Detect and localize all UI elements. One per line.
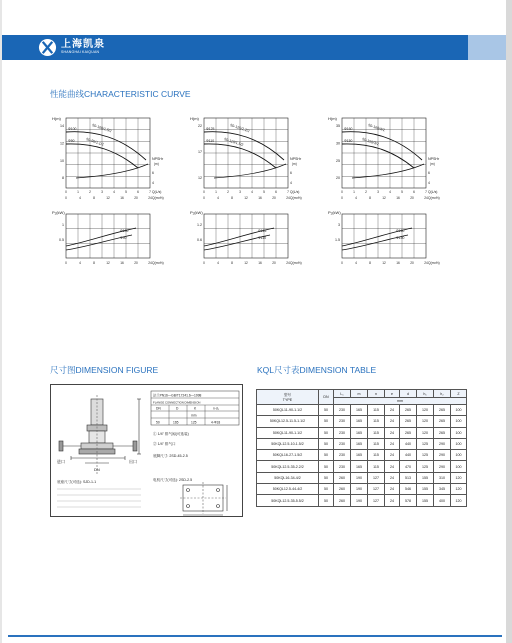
flange-unit: mm xyxy=(191,413,197,418)
power-label: Φ160 xyxy=(396,229,405,233)
flow-m3h-tick: 4 xyxy=(79,261,81,265)
table-header-col: h₁ xyxy=(417,390,434,398)
flow-m3h-tick: 24 xyxy=(148,196,152,200)
npsh-axis-unit: (m) xyxy=(292,162,297,166)
table-cell: 24 xyxy=(385,416,400,427)
dimension-table-body xyxy=(257,405,467,507)
flow-m3h-tick: 4 xyxy=(217,196,219,200)
impeller-label: Φ100 xyxy=(68,127,77,131)
flow-ls-tick: 7 xyxy=(149,190,151,194)
npsh-axis-label: NPSHr xyxy=(152,157,164,161)
table-row xyxy=(257,427,467,438)
table-cell: 230 xyxy=(334,416,351,427)
dn-label: DN xyxy=(94,467,100,472)
flange-caption: FLANGE CONNECTION DIMENSION xyxy=(153,400,201,405)
table-cell-model: 50KQL16-27-1.5/2 xyxy=(257,450,319,461)
flow-m3h-unit: Q(m³/h) xyxy=(428,196,440,200)
power-axis-label: P₂(kW) xyxy=(190,210,203,215)
footer-line xyxy=(8,635,502,637)
flow-m3h-tick: 20 xyxy=(134,196,138,200)
npsh-tick: 6 xyxy=(152,171,154,175)
curve-chart-1 xyxy=(52,116,164,265)
dimension-section-title: 尺寸图DIMENSION FIGURE xyxy=(50,365,159,375)
flow-m3h-tick: 24 xyxy=(148,261,152,265)
head-tick: 17 xyxy=(198,150,202,155)
flow-m3h-tick: 12 xyxy=(382,261,386,265)
power-tick: 1.2 xyxy=(197,223,202,227)
table-cell: 190 xyxy=(351,484,368,495)
table-cell: 50 xyxy=(319,461,334,472)
table-header-col: n xyxy=(368,390,385,398)
head-tick: 8 xyxy=(62,176,64,181)
impeller-label: Φ125 xyxy=(206,127,215,131)
curve-model-label: 50-90/1.1/2 xyxy=(85,137,105,147)
table-cell: 155 xyxy=(417,484,434,495)
head-tick: 35 xyxy=(336,124,340,129)
flange-standard: 法兰PN16—GB/T17241.6—1998 xyxy=(153,393,202,398)
power-label: Φ110 xyxy=(258,236,267,240)
table-cell: 127 xyxy=(368,484,385,495)
curve-model-label: 50-125/2.2/2 xyxy=(229,123,251,134)
table-header-col: Z xyxy=(451,390,467,398)
npsh-tick: 4 xyxy=(428,181,430,185)
page-left-edge xyxy=(0,0,2,643)
power-axis-label: P₂(kW) xyxy=(328,210,341,215)
flow-m3h-tick: 8 xyxy=(369,261,371,265)
head-axis-label: H(m) xyxy=(328,116,337,121)
table-row xyxy=(257,472,467,483)
table-row xyxy=(257,416,467,427)
table-cell: 165 xyxy=(351,416,368,427)
head-tick: 12 xyxy=(198,176,202,181)
table-cell: 125 xyxy=(417,450,434,461)
table-cell: 578 xyxy=(400,495,417,506)
table-cell: 265 xyxy=(400,405,417,416)
flow-ls-tick: 3 xyxy=(239,190,241,194)
curve-model-label: 50-150/3/2 xyxy=(361,137,380,147)
flow-ls-tick: 1 xyxy=(353,190,355,194)
flow-m3h-tick: 8 xyxy=(231,196,233,200)
flow-ls-tick: 4 xyxy=(389,190,391,194)
flow-m3h-tick: 16 xyxy=(396,196,400,200)
flange-table xyxy=(151,391,239,425)
dimension-drawing xyxy=(51,385,244,518)
base-plan-view xyxy=(180,482,227,515)
flow-m3h-tick: 0 xyxy=(65,261,67,265)
table-cell: 165 xyxy=(351,427,368,438)
flow-m3h-tick: 20 xyxy=(272,196,276,200)
flange-col-dn: DN xyxy=(156,406,161,411)
flow-ls-tick: 5 xyxy=(125,190,127,194)
table-cell: 230 xyxy=(334,427,351,438)
head-axis-label: H(m) xyxy=(190,116,199,121)
table-cell-model: 50KQL12.5-11.5-1.1/2 xyxy=(257,416,319,427)
note-motor-size: 电机尺寸(可选): 2SD-2.5 xyxy=(153,478,193,482)
flow-m3h-tick: 20 xyxy=(134,261,138,265)
flange-value-nd: 4-Φ18 xyxy=(211,420,221,425)
flow-ls-tick: 2 xyxy=(227,190,229,194)
flange-value-d: 165 xyxy=(173,420,179,425)
table-cell: 50 xyxy=(319,450,334,461)
table-cell: 290 xyxy=(434,438,451,449)
flow-ls-tick: 2 xyxy=(365,190,367,194)
table-cell: 165 xyxy=(351,450,368,461)
flow-ls-tick: 6 xyxy=(137,190,139,194)
flow-m3h-tick: 12 xyxy=(106,261,110,265)
table-cell: 100 xyxy=(451,450,467,461)
curve-model-label: 50-160/4/2 xyxy=(367,123,386,133)
table-cell: 265 xyxy=(434,416,451,427)
flow-m3h-tick: 16 xyxy=(258,196,262,200)
table-cell: 24 xyxy=(385,495,400,506)
brand-name-cn: 上海凯泉 xyxy=(61,39,105,51)
table-cell: 24 xyxy=(385,438,400,449)
note-vent-valve: ① 1/4" 排气阀(可选装) xyxy=(153,432,189,436)
head-tick: 20 xyxy=(336,176,340,181)
power-tick: 0.5 xyxy=(59,238,64,242)
flow-m3h-unit: Q(m³/h) xyxy=(152,196,164,200)
flow-m3h-tick: 12 xyxy=(244,196,248,200)
curve-chart-3 xyxy=(328,116,440,265)
table-cell: 165 xyxy=(351,438,368,449)
flow-m3h-tick: 20 xyxy=(410,196,414,200)
table-cell-model: 50KQL11-90-1.1/2 xyxy=(257,427,319,438)
table-cell: 120 xyxy=(451,472,467,483)
brand-name-en: SHANGHAI KAIQUAN xyxy=(61,50,100,55)
header-accent xyxy=(468,35,506,60)
table-row xyxy=(257,450,467,461)
flow-m3h-unit: Q(m³/h) xyxy=(428,261,440,265)
power-tick: 3 xyxy=(338,223,340,227)
flow-ls-tick: 0 xyxy=(341,190,343,194)
flow-ls-tick: 5 xyxy=(263,190,265,194)
flange-value-k: 125 xyxy=(191,420,197,425)
table-cell: 100 xyxy=(451,461,467,472)
flow-m3h-tick: 0 xyxy=(341,196,343,200)
curve-charts-svg xyxy=(50,110,470,272)
flow-m3h-tick: 0 xyxy=(65,196,67,200)
table-header-col: h₂ xyxy=(434,390,451,398)
table-cell: 165 xyxy=(351,405,368,416)
flow-ls-tick: 6 xyxy=(275,190,277,194)
table-cell: 345 xyxy=(434,484,451,495)
table-cell: 115 xyxy=(368,427,385,438)
table-cell: 100 xyxy=(451,427,467,438)
flow-m3h-tick: 0 xyxy=(203,261,205,265)
flow-m3h-tick: 16 xyxy=(120,261,124,265)
table-cell: 120 xyxy=(417,427,434,438)
table-cell: 50 xyxy=(319,405,334,416)
head-tick: 10 xyxy=(60,158,64,163)
table-cell: 115 xyxy=(368,438,385,449)
note-foot-size: 底脚尺寸: 2SD-45-2.5 xyxy=(153,454,188,458)
impeller-label: Φ150 xyxy=(344,139,353,143)
table-cell: 260 xyxy=(334,472,351,483)
table-cell: 120 xyxy=(451,495,467,506)
flow-m3h-tick: 8 xyxy=(369,196,371,200)
flange-col-k: K xyxy=(194,406,197,411)
head-tick: 30 xyxy=(336,141,340,146)
table-cell: 50 xyxy=(319,495,334,506)
note-base-size: 底座尺寸(可选): SJD-1-1 xyxy=(57,480,97,484)
flow-m3h-tick: 8 xyxy=(93,196,95,200)
table-header-col: d xyxy=(400,390,417,398)
table-cell: 290 xyxy=(434,450,451,461)
power-axis-label: P₂(kW) xyxy=(52,210,65,215)
impeller-label: Φ160 xyxy=(344,127,353,131)
power-tick: 0.6 xyxy=(197,238,202,242)
figure-notes xyxy=(57,431,192,484)
table-cell: 230 xyxy=(334,450,351,461)
flow-ls-tick: 6 xyxy=(413,190,415,194)
table-cell: 546 xyxy=(400,484,417,495)
flow-m3h-tick: 24 xyxy=(424,196,428,200)
flow-m3h-tick: 16 xyxy=(120,196,124,200)
curve-section-title: 性能曲线CHARACTERISTIC CURVE xyxy=(50,89,191,99)
curve-chart-2 xyxy=(190,116,302,265)
table-cell: 125 xyxy=(417,461,434,472)
npsh-axis-label: NPSHr xyxy=(428,157,440,161)
flow-m3h-tick: 4 xyxy=(217,261,219,265)
table-header-model: 型号 TYPE xyxy=(257,390,319,405)
table-cell: 127 xyxy=(368,495,385,506)
table-cell: 310 xyxy=(434,472,451,483)
flow-m3h-tick: 20 xyxy=(410,261,414,265)
flow-ls-tick: 0 xyxy=(203,190,205,194)
table-cell: 100 xyxy=(451,438,467,449)
table-header-col: L₁ xyxy=(334,390,351,398)
table-cell-model: 50KQL12.5-35-5.5/2 xyxy=(257,495,319,506)
head-tick: 12 xyxy=(60,141,64,146)
flow-m3h-tick: 8 xyxy=(93,261,95,265)
power-label: Φ125 xyxy=(258,229,267,233)
head-axis-label: H(m) xyxy=(52,116,61,121)
npsh-tick: 4 xyxy=(152,181,154,185)
table-row xyxy=(257,461,467,472)
table-header-dn: DN xyxy=(319,390,334,405)
table-header-col: e xyxy=(385,390,400,398)
characteristic-curves xyxy=(50,110,470,272)
table-cell-model: 50KQL12.5-10-1.5/2 xyxy=(257,438,319,449)
table-cell: 265 xyxy=(400,416,417,427)
table-cell-model: 50KQL12.5-44-4/2 xyxy=(257,484,319,495)
flow-ls-tick: 4 xyxy=(251,190,253,194)
table-cell: 24 xyxy=(385,461,400,472)
flow-m3h-tick: 20 xyxy=(272,261,276,265)
page-right-edge xyxy=(506,0,512,643)
dimension-table xyxy=(256,389,467,507)
table-cell: 115 xyxy=(368,450,385,461)
flow-m3h-tick: 16 xyxy=(396,261,400,265)
table-cell: 260 xyxy=(334,484,351,495)
table-header-unit: mm xyxy=(334,398,467,405)
table-cell: 127 xyxy=(368,472,385,483)
flow-m3h-tick: 4 xyxy=(355,196,357,200)
table-row xyxy=(257,438,467,449)
power-label: Φ90 xyxy=(120,236,127,240)
flange-value-dn: 50 xyxy=(156,420,160,425)
power-label: Φ150 xyxy=(396,236,405,240)
curve-model-label: 50-110/1.5/2 xyxy=(223,137,244,148)
table-cell: 440 xyxy=(400,438,417,449)
npsh-axis-unit: (m) xyxy=(430,162,435,166)
table-cell: 50 xyxy=(319,472,334,483)
head-tick: 25 xyxy=(336,158,340,163)
table-header-col: m xyxy=(351,390,368,398)
flow-ls-tick: 0 xyxy=(65,190,67,194)
flow-m3h-unit: Q(m³/h) xyxy=(290,196,302,200)
flow-ls-tick: 7 xyxy=(425,190,427,194)
flow-m3h-tick: 4 xyxy=(79,196,81,200)
npsh-tick: 6 xyxy=(428,171,430,175)
flow-m3h-tick: 24 xyxy=(424,261,428,265)
table-section-title: KQL尺寸表DIMENSION TABLE xyxy=(257,365,377,375)
table-row xyxy=(257,405,467,416)
npsh-tick: 6 xyxy=(290,171,292,175)
table-cell: 100 xyxy=(451,405,467,416)
table-cell: 400 xyxy=(434,495,451,506)
flow-ls-tick: 3 xyxy=(101,190,103,194)
npsh-axis-label: NPSHr xyxy=(290,157,302,161)
power-tick: 1.5 xyxy=(335,238,340,242)
flow-m3h-tick: 24 xyxy=(286,261,290,265)
table-row xyxy=(257,495,467,506)
table-cell: 24 xyxy=(385,450,400,461)
flow-m3h-tick: 12 xyxy=(106,196,110,200)
outlet-label: 出口 xyxy=(129,459,137,464)
flow-m3h-tick: 0 xyxy=(341,261,343,265)
table-cell: 24 xyxy=(385,472,400,483)
head-tick: 14 xyxy=(60,124,64,129)
flow-ls-unit: Q(L/s) xyxy=(152,190,162,194)
table-cell: 50 xyxy=(319,427,334,438)
npsh-axis-unit: (m) xyxy=(154,162,159,166)
table-cell: 50 xyxy=(319,484,334,495)
head-tick: 22 xyxy=(198,124,202,129)
flow-m3h-tick: 16 xyxy=(258,261,262,265)
impeller-label: Φ90 xyxy=(68,139,75,143)
table-cell: 50 xyxy=(319,438,334,449)
table-cell: 100 xyxy=(451,416,467,427)
npsh-tick: 4 xyxy=(290,181,292,185)
power-label: Φ100 xyxy=(120,229,129,233)
flow-ls-tick: 2 xyxy=(89,190,91,194)
flow-ls-tick: 3 xyxy=(377,190,379,194)
table-cell: 230 xyxy=(334,405,351,416)
table-cell-model: 50KQL16-34-4/2 xyxy=(257,472,319,483)
flow-m3h-tick: 24 xyxy=(286,196,290,200)
table-cell: 155 xyxy=(417,495,434,506)
table-cell: 165 xyxy=(351,461,368,472)
note-lines xyxy=(57,489,141,507)
table-cell: 265 xyxy=(434,427,451,438)
flow-m3h-tick: 4 xyxy=(355,261,357,265)
flow-m3h-unit: Q(m³/h) xyxy=(152,261,164,265)
power-tick: 1 xyxy=(62,223,64,227)
flow-ls-tick: 7 xyxy=(287,190,289,194)
table-cell: 265 xyxy=(434,405,451,416)
table-cell: 265 xyxy=(400,427,417,438)
flow-ls-tick: 1 xyxy=(215,190,217,194)
impeller-label: Φ110 xyxy=(206,139,215,143)
table-cell: 24 xyxy=(385,405,400,416)
flow-ls-tick: 1 xyxy=(77,190,79,194)
table-row xyxy=(257,484,467,495)
flow-ls-unit: Q(L/s) xyxy=(428,190,438,194)
table-cell: 120 xyxy=(417,416,434,427)
inlet-label: 进口 xyxy=(57,459,65,464)
brand-logo xyxy=(38,38,105,57)
table-cell-model: 50KQL11-90-1.1/2 xyxy=(257,405,319,416)
table-cell: 230 xyxy=(334,461,351,472)
table-cell: 24 xyxy=(385,427,400,438)
table-cell: 513 xyxy=(400,472,417,483)
flange-col-d: D xyxy=(176,406,179,411)
flow-m3h-unit: Q(m³/h) xyxy=(290,261,302,265)
flow-m3h-tick: 12 xyxy=(244,261,248,265)
table-cell: 290 xyxy=(434,461,451,472)
table-cell: 120 xyxy=(417,405,434,416)
table-cell: 125 xyxy=(417,438,434,449)
table-cell: 115 xyxy=(368,416,385,427)
flow-m3h-tick: 12 xyxy=(382,196,386,200)
table-cell: 190 xyxy=(351,472,368,483)
table-cell: 260 xyxy=(334,495,351,506)
flange-col-nd: n-d₁ xyxy=(213,406,219,411)
kaiquan-logo-icon xyxy=(38,38,57,57)
table-cell: 470 xyxy=(400,461,417,472)
table-cell: 230 xyxy=(334,438,351,449)
flow-ls-tick: 5 xyxy=(401,190,403,194)
table-cell: 50 xyxy=(319,416,334,427)
table-cell: 24 xyxy=(385,484,400,495)
flow-m3h-tick: 8 xyxy=(231,261,233,265)
table-cell: 115 xyxy=(368,461,385,472)
curve-model-label: 50-100/1.5/2 xyxy=(91,123,113,134)
table-cell: 190 xyxy=(351,495,368,506)
dimension-figure xyxy=(50,384,243,517)
table-cell: 120 xyxy=(451,484,467,495)
table-cell-model: 50KQL12.5-35-2.2/2 xyxy=(257,461,319,472)
flow-ls-tick: 4 xyxy=(113,190,115,194)
table-cell: 155 xyxy=(417,472,434,483)
table-cell: 115 xyxy=(368,405,385,416)
flow-ls-unit: Q(L/s) xyxy=(290,190,300,194)
table-cell: 440 xyxy=(400,450,417,461)
note-vent-port: ② 1/4" 排气口 xyxy=(153,442,176,446)
flow-m3h-tick: 0 xyxy=(203,196,205,200)
